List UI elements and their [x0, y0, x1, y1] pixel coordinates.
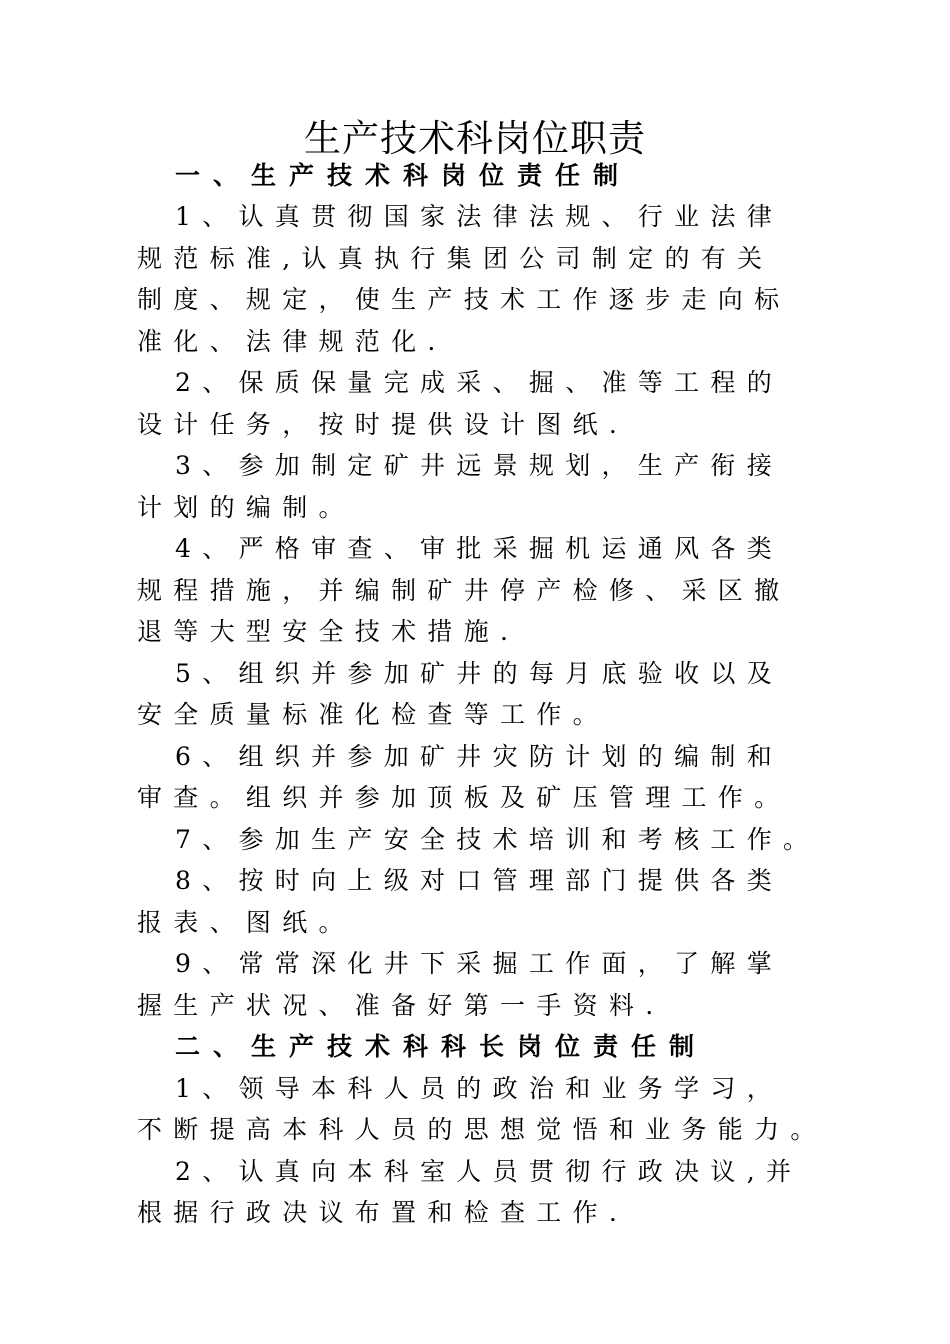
text-line: 4、严格审查、审批采掘机运通风各类 [175, 534, 784, 563]
text-line: 9、常常深化井下采掘工作面，了解掌 [175, 949, 784, 978]
text-line: 审查。组织并参加顶板及矿压管理工作。 [137, 783, 791, 812]
section-heading-2: 二、生产技术科科长岗位责任制 [175, 1032, 708, 1061]
text-line: 报表、图纸。 [137, 908, 355, 937]
text-line: 安全质量标准化检查等工作。 [137, 700, 609, 729]
text-line: 2、认真向本科室人员贯彻行政决议,并 [175, 1157, 803, 1186]
text-line: 规范标准,认真执行集团公司制定的有关 [137, 244, 774, 273]
text-line: 规程措施，并编制矿井停产检修、采区撤 [137, 576, 791, 605]
text-line: 3、参加制定矿井远景规划，生产衔接 [175, 451, 784, 480]
text-line: 计划的编制。 [137, 493, 355, 522]
text-line: 5、组织并参加矿井的每月底验收以及 [175, 659, 784, 688]
text-line: 6、组织并参加矿井灾防计划的编制和 [175, 742, 784, 771]
text-line: 退等大型安全技术措施. [137, 617, 520, 646]
text-line: 设计任务，按时提供设计图纸. [137, 410, 629, 439]
section-heading-1: 一、生产技术科岗位责任制 [175, 161, 632, 190]
text-line: 准化、法律规范化. [137, 327, 447, 356]
text-line: 制度、规定，使生产技术工作逐步走向标 [137, 285, 791, 314]
text-line: 7、参加生产安全技术培训和考核工作。 [175, 825, 820, 854]
text-line: 握生产状况、准备好第一手资料. [137, 991, 665, 1020]
text-line: 根据行政决议布置和检查工作. [137, 1198, 629, 1227]
text-line: 1、领导本科人员的政治和业务学习， [175, 1074, 784, 1103]
text-line: 不断提高本科人员的思想觉悟和业务能力。 [137, 1115, 827, 1144]
page-title: 生产技术科岗位职责 [304, 117, 646, 160]
text-line: 2、保质保量完成采、掘、准等工程的 [175, 368, 784, 397]
text-line: 1、认真贯彻国家法律法规、行业法律 [175, 202, 784, 231]
text-line: 8、按时向上级对口管理部门提供各类 [175, 866, 784, 895]
